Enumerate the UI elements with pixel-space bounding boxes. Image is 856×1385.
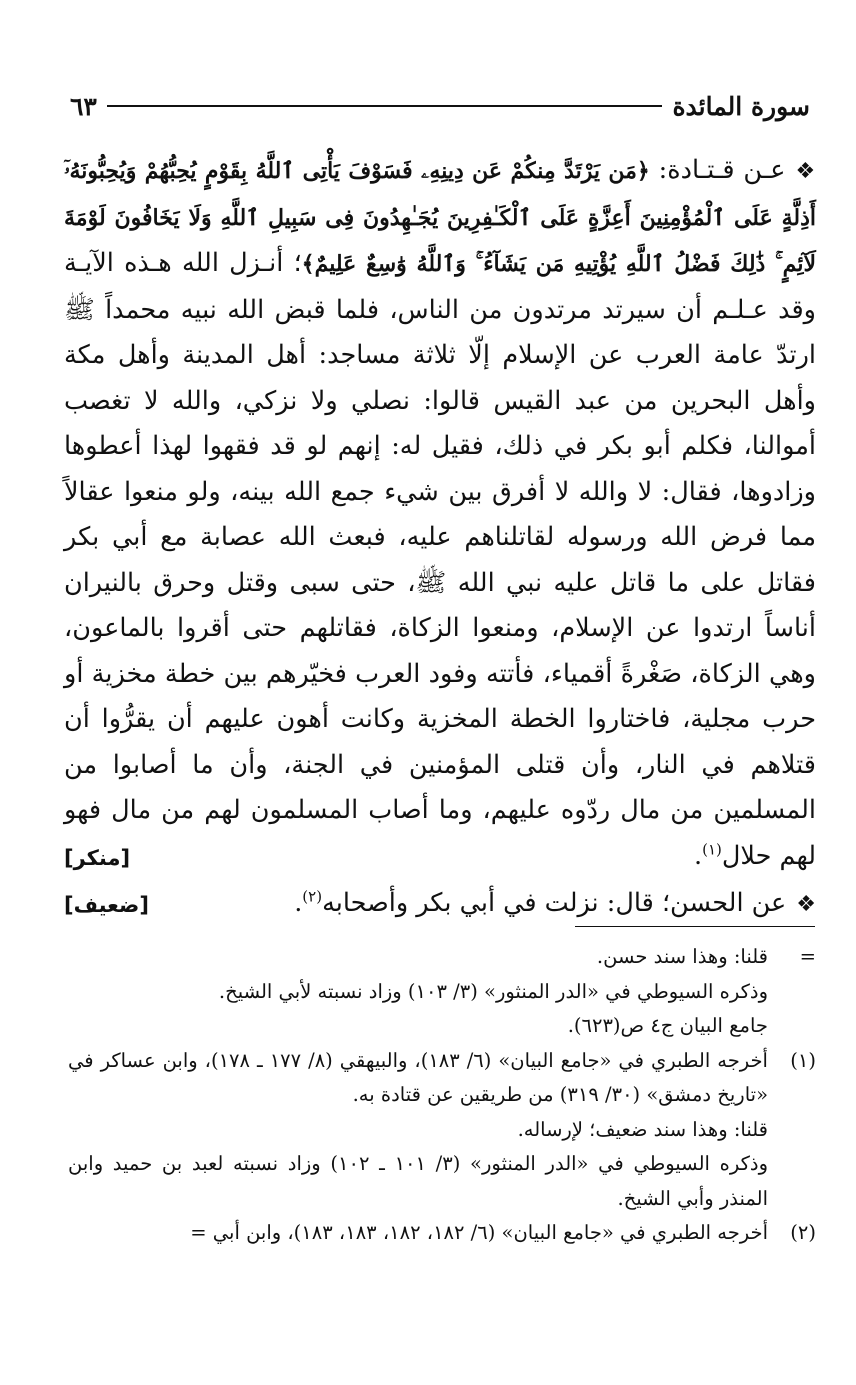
header-rule [107, 105, 663, 107]
footnote-line: وذكره السيوطي في «الدر المنثور» (٣/ ١٠١ ـ ١٠٢) وزاد نسبته لعبد بن حميد وابن المنذر وأبي الشيخ. [68, 1152, 768, 1210]
narration-hasan [64, 881, 816, 928]
footnote-line: قلنا: وهذا سند ضعيف؛ لإرساله. [517, 1117, 768, 1141]
quran-verse: ﴿مَن يَرْتَدَّ مِنكُمْ عَن دِينِهِۦ فَسَوْفَ يَأْتِى ٱللَّهُ بِقَوْمٍ يُحِبُّهُمْ وَيُحِبُّونَهُۥٓ أَذِلَّةٍ عَلَى ٱلْمُؤْمِنِينَ أَعِزَّةٍ عَلَى ٱلْكَـٰفِرِينَ يُجَـٰهِدُونَ فِى سَبِيلِ ٱللَّهِ وَلَا يَخَافُونَ لَوْمَةَ لَآئِمٍ ۚ ذَٰلِكَ فَضْلُ ٱللَّهِ يُؤْتِيهِ مَن يَشَآءُ ۚ وَٱللَّهُ وَٰسِعٌ عَلِيمٌ﴾ [64, 158, 816, 277]
footnote-body [68, 1216, 768, 1251]
narration-text: ؛ أنـزل الله هـذه الآيـة وقد عـلـم أن سيرتد مرتدون من الناس، فلما قبض الله نبيه محمداً ﷺ ارتدّ عامة العرب عن الإسلام إلّا ثلاثة مساجد: أهل المدينة وأهل مكة وأهل البحرين من عبد القيس قالوا: نصلي ولا نزكي، والله لا تغصب أموالنا، فكلم أبو بكر في ذلك، فقيل له: إنهم لو قد فقهوا لهذا أعطوها وزادوها، فقال: لا والله لا أفرق بين شيء جمع الله بينه، ولو منعوا عقالاً مما فرض الله ورسوله لقاتلناهم عليه، فبعث الله عصابة مع أبي بكر فقاتل على ما قاتل عليه نبي الله ﷺ، حتى سبى وقتل وحرق بالنيران أناساً ارتدوا عن الإسلام، ومنعوا الزكاة، فقاتلهم حتى أقروا بالماعون، وهي الزكاة، صَغْرةً أقمياء، فأتته وفود العرب فخيّرهم بين خطة مخزية أو حرب مجلية، فاختاروا الخطة المخزية وكانت أهون عليهم أن يقرُّوا أن قتلاهم في النار، وأن قتلى المؤمنين في الجنة، وأن ما أصابوا من المسلمين من مال ردّوه عليهم، وما أصاب المسلمون لهم من مال فهو لهم حلال [64, 248, 816, 871]
narration-end: . [694, 840, 703, 871]
footnote-2 [68, 1216, 816, 1251]
narration-qatada [64, 148, 816, 879]
footnote-line: أخرجه الطبري في «جامع البيان» (٦/ ١٨٢، ١٨٢، ١٨٣، ١٨٣)، وابن أبي = [190, 1221, 768, 1244]
page-number: ٦٣ [70, 91, 97, 121]
footnote-ref-1[interactable]: (١) [702, 840, 722, 858]
footnote-body [68, 1044, 768, 1217]
footnote-marker: (١) [790, 1048, 816, 1072]
grade-badge: [منكر] [64, 845, 131, 870]
diamond-bullet-icon: ❖ [795, 159, 816, 184]
footnote-body [68, 940, 768, 1044]
footnotes [68, 940, 816, 1251]
main-text [64, 148, 816, 929]
grade-badge: [ضعيف] [64, 893, 149, 917]
footnote-1 [68, 1044, 816, 1217]
narration-text: عن الحسن؛ قال: نزلت في أبي بكر وأصحابه [322, 888, 787, 918]
diamond-bullet-icon: ❖ [796, 892, 816, 917]
footnote-marker: (٢) [790, 1221, 816, 1244]
footnote-marker: = [799, 945, 816, 968]
footnote-line: قلنا: وهذا سند حسن. [596, 945, 768, 968]
page-header [70, 84, 810, 128]
footnote-line: وذكره السيوطي في «الدر المنثور» (٣/ ١٠٣) وزاد نسبته لأبي الشيخ. [218, 979, 768, 1003]
footnote-ref-2[interactable]: (٢) [302, 887, 323, 906]
footnote-line: جامع البيان ج٤ ص(٦٢٣). [567, 1014, 768, 1037]
footnote-continued [68, 940, 816, 1044]
footnote-separator [575, 926, 815, 927]
footnote-line: أخرجه الطبري في «جامع البيان» (٦/ ١٨٣)، والبيهقي (٨/ ١٧٧ ـ ١٧٨)، وابن عساكر في «تاريخ دمشق» (٣٠/ ٣١٩) من طريقين عن قتادة به. [68, 1048, 768, 1106]
surah-title: سورة المائدة [672, 91, 810, 121]
narration-intro: عـن قـتـادة: [649, 155, 786, 185]
narration-end: . [294, 888, 303, 918]
